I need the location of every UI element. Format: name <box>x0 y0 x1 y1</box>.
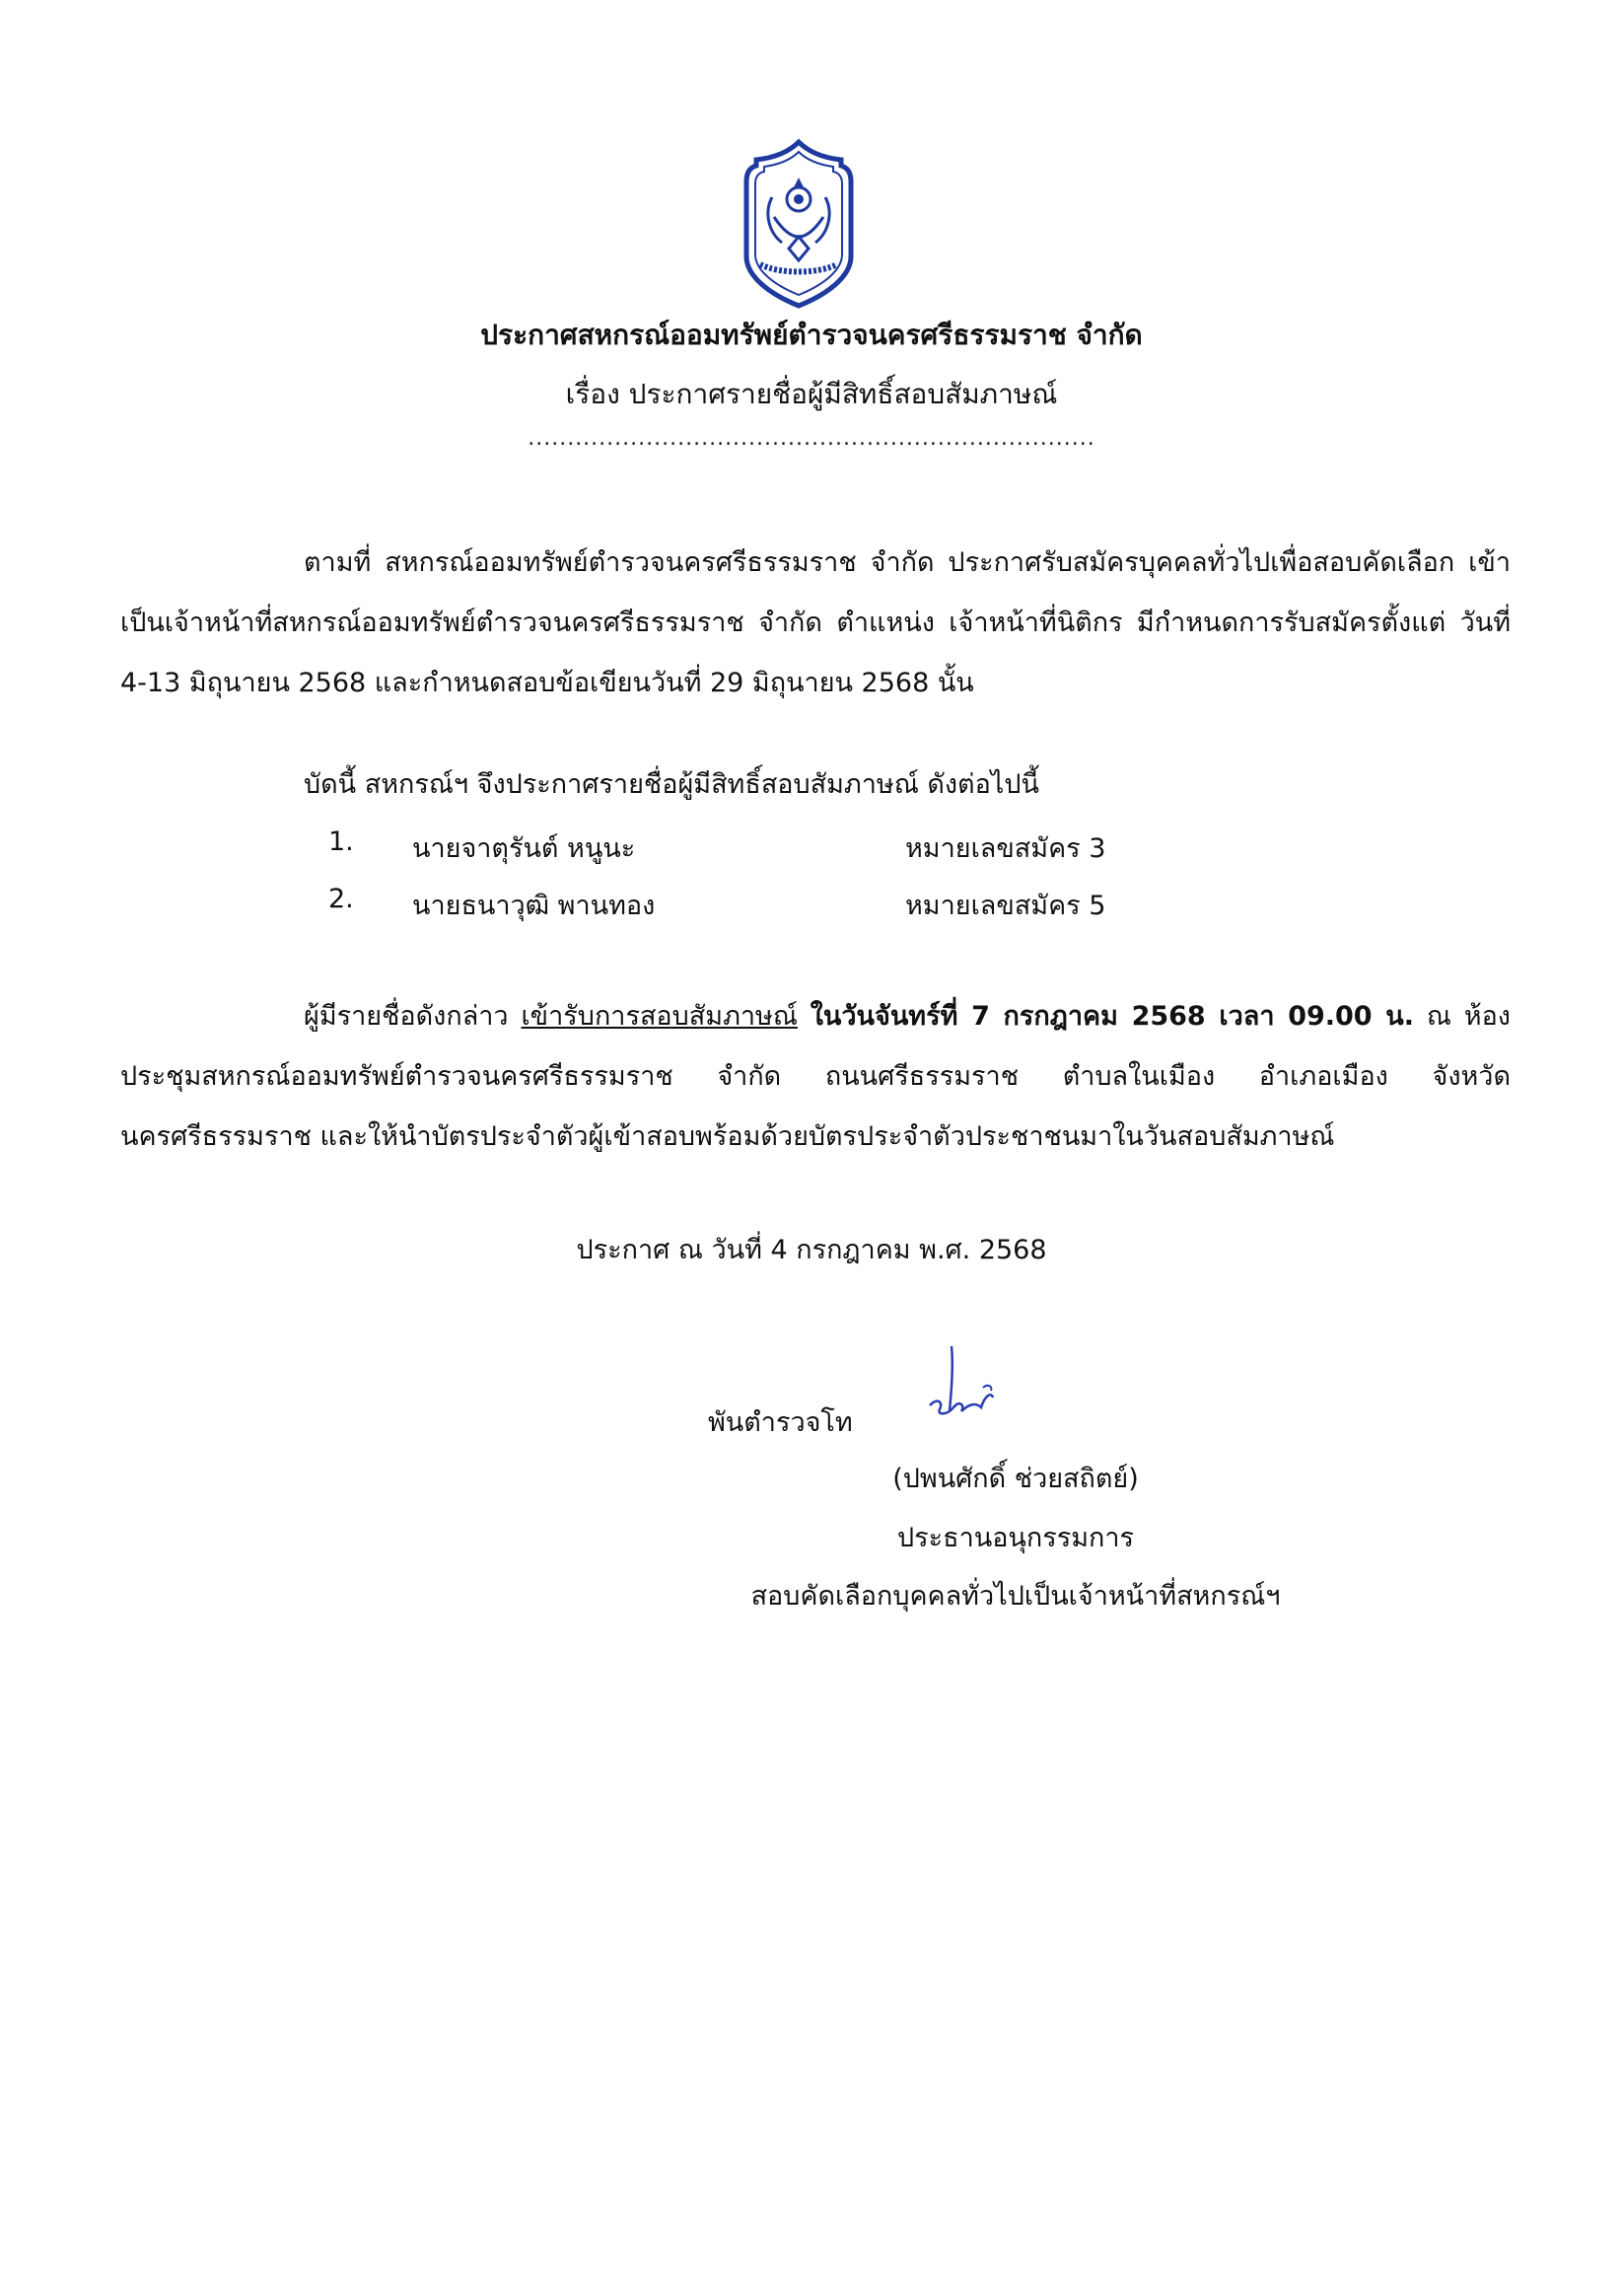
paragraph-list-intro: บัดนี้ สหกรณ์ฯ จึงประกาศรายชื่อผู้มีสิทธิ์สอบสัมภาษณ์ ดังต่อไปนี้ <box>304 769 1039 800</box>
interview-location-text: ณ ห้องประชุมสหกรณ์ออมทรัพย์ตำรวจนครศรีธรรมราช จำกัด ถนนศรีธรรมราช ตำบลในเมือง อำเภอเมือง จังหวัดนครศรีธรรมราช และให้นำบัตรประจำตัวผู้เข้าสอบพร้อมด้วยบัตรประจำตัวประชาชนมาในวันสอบสัมภาษณ์ <box>120 1001 1511 1152</box>
signer-position-line1: ประธานอนุกรรมการ <box>896 1523 1135 1553</box>
candidate-application-number: หมายเลขสมัคร 5 <box>905 891 1106 921</box>
signer-name: (ปพนศักดิ์ ช่วยสถิตย์) <box>892 1464 1139 1494</box>
candidate-application-number: หมายเลขสมัคร 3 <box>905 833 1106 864</box>
cooperative-emblem-logo <box>735 138 863 311</box>
interview-spacer <box>798 1001 811 1032</box>
candidate-row <box>0 826 1623 886</box>
signer-position-line2: สอบคัดเลือกบุคคลทั่วไปเป็นเจ้าหน้าที่สหกรณ์ฯ <box>750 1581 1281 1612</box>
paragraph-interview-details <box>120 986 1511 1167</box>
interview-underlined-text: เข้ารับการสอบสัมภาษณ์ <box>521 1001 798 1032</box>
candidate-number: 1. <box>328 826 354 857</box>
candidate-name: นายธนาวุฒิ พานทอง <box>412 891 656 921</box>
candidate-row <box>0 884 1623 943</box>
candidate-number: 2. <box>328 884 354 914</box>
paragraph-background: ตามที่ สหกรณ์ออมทรัพย์ตำรวจนครศรีธรรมราช จำกัด ประกาศรับสมัครบุคคลทั่วไปเพื่อสอบคัดเลือก เข้าเป็นเจ้าหน้าที่สหกรณ์ออมทรัพย์ตำรวจนครศรีธรรมราช จำกัด ตำแหน่ง เจ้าหน้าที่นิติกร มีกำหนดการรับสมัครตั้งแต่ วันที่ 4-13 มิถุนายน 2568 และกำหนดสอบข้อเขียนวันที่ 29 มิถุนายน 2568 นั้น <box>120 547 1511 698</box>
interview-intro-text: ผู้มีรายชื่อดังกล่าว <box>304 1001 522 1032</box>
announcement-subject: เรื่อง ประกาศรายชื่อผู้มีสิทธิ์สอบสัมภาษณ์ <box>565 378 1058 410</box>
handwritten-signature <box>922 1336 1001 1435</box>
candidate-name: นายจาตุรันต์ หนูนะ <box>412 833 636 864</box>
interview-date-time: ในวันจันทร์ที่ 7 กรกฎาคม 2568 เวลา 09.00 น. <box>810 1001 1414 1032</box>
announcement-date: ประกาศ ณ วันที่ 4 กรกฎาคม พ.ศ. 2568 <box>576 1235 1047 1265</box>
separator-dotted-line: ........................................................................ <box>528 426 1095 451</box>
announcement-title: ประกาศสหกรณ์ออมทรัพย์ตำรวจนครศรีธรรมราช จำกัด <box>480 319 1143 351</box>
signer-rank: พันตำรวจโท <box>708 1407 853 1438</box>
